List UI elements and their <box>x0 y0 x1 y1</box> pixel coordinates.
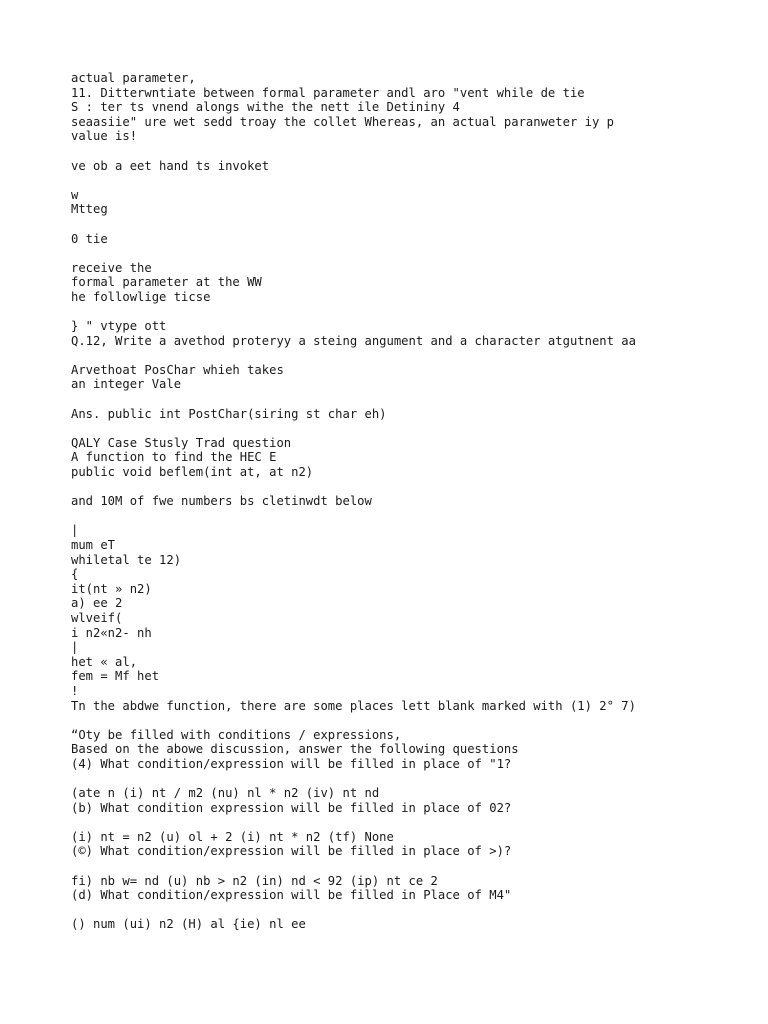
text-paragraph <box>71 523 751 713</box>
text-line: fem = Mf het <box>71 669 160 684</box>
text-paragraph <box>71 830 751 859</box>
text-paragraph <box>71 874 751 903</box>
document-page <box>71 71 751 947</box>
text-line: (ate n (i) nt / m2 (nu) nl * n2 (iv) nt nd <box>71 786 380 801</box>
text-line: whiletal te 12) <box>71 552 182 567</box>
text-line: Mtteg <box>71 202 108 217</box>
text-paragraph <box>71 319 751 348</box>
text-line: | <box>71 640 79 655</box>
text-line: ! <box>71 683 79 698</box>
text-line: Tn the abdwe function, there are some places lett blank marked with (1) 2° 7) <box>71 698 636 713</box>
text-line: (b) What condition expression will be filled in place of 02? <box>71 800 512 815</box>
text-line: receive the <box>71 260 152 275</box>
text-line: { <box>71 567 79 582</box>
text-line: and 10M of fwe numbers bs cletinwdt below <box>71 494 372 509</box>
text-line: actual parameter, <box>71 71 196 85</box>
text-line: seaasiie" ure wet sedd troay the collet Whereas, an actual paranweter iy p <box>71 114 614 129</box>
text-paragraph <box>71 261 751 305</box>
text-line: () num (ui) n2 (H) al {ie) nl ee <box>71 917 306 932</box>
text-line: 0 tie <box>71 231 108 246</box>
text-line: mum eT <box>71 538 116 552</box>
text-line: Arvethoat PosChar whieh takes <box>71 362 284 377</box>
text-line: Q.12, Write a avethod proteryy a steing angument and a character atgutnent aa <box>71 333 636 348</box>
text-line: | <box>71 523 79 538</box>
text-paragraph <box>71 363 751 392</box>
text-line: i n2«n2- nh <box>71 625 152 640</box>
text-line: (©) What condition/expression will be filled in place of >)? <box>71 844 512 859</box>
text-paragraph <box>71 728 751 772</box>
text-line: 11. Ditterwntiate between formal parameter andl aro "vent while de tie <box>71 85 585 100</box>
text-line: value is! <box>71 129 138 144</box>
text-paragraph <box>71 71 751 144</box>
text-line: he followlige ticse <box>71 289 211 304</box>
text-line: it(nt » n2) <box>71 581 152 596</box>
text-paragraph <box>71 917 751 932</box>
text-paragraph <box>71 188 751 217</box>
text-line: wlveif( <box>71 610 123 625</box>
text-line: het « al, <box>71 654 138 669</box>
text-line: fi) nb w= nd (u) nb > n2 (in) nd < 92 (ip) nt ce 2 <box>71 873 438 888</box>
text-line: ve ob a eet hand ts invoket <box>71 158 270 173</box>
text-line: “Oty be filled with conditions / expressions, <box>71 727 402 742</box>
text-line: S : ter ts vnend alongs withe the nett ile Detininy 4 <box>71 100 460 115</box>
text-paragraph <box>71 786 751 815</box>
text-line: } " vtype ott <box>71 319 167 334</box>
text-line: public void beflem(int at, at n2) <box>71 465 314 480</box>
text-line: (d) What condition/expression will be filled in Place of M4" <box>71 888 512 903</box>
text-line: Ans. public int PostChar(siring st char eh) <box>71 406 387 421</box>
text-paragraph <box>71 159 751 174</box>
text-line: QALY Case Stusly Trad question <box>71 435 292 450</box>
text-line: formal parameter at the WW <box>71 275 262 290</box>
text-line: w <box>71 187 79 202</box>
text-line: Based on the abowe discussion, answer the following questions <box>71 742 519 757</box>
text-line: an integer Vale <box>71 377 182 392</box>
text-paragraph <box>71 436 751 480</box>
text-paragraph <box>71 494 751 509</box>
text-paragraph <box>71 232 751 247</box>
text-paragraph <box>71 407 751 422</box>
text-line: A function to find the HEC E <box>71 450 277 465</box>
text-line: a) ee 2 <box>71 596 123 611</box>
text-line: (4) What condition/expression will be filled in place of "1? <box>71 756 512 771</box>
text-line: (i) nt = n2 (u) ol + 2 (i) nt * n2 (tf) None <box>71 829 394 844</box>
